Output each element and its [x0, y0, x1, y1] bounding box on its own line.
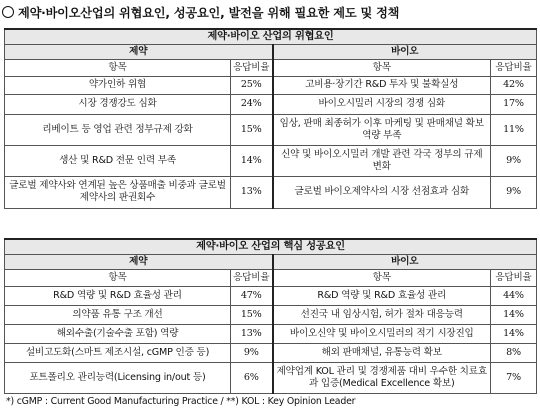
threats-col-item-left: 항목	[5, 59, 231, 76]
success-pct-bio: 14%	[491, 324, 537, 343]
threat-item-pharma: 시장 경쟁강도 심화	[5, 94, 231, 114]
threat-item-bio: 임상, 판매 최종허가 이후 마케팅 및 판매채널 확보 역량 부족	[273, 114, 491, 145]
success-item-pharma: 포트폴리오 관리능력(Licensing in/out 등)	[5, 362, 231, 393]
table-row	[5, 362, 537, 393]
table-row	[5, 305, 537, 324]
success-item-bio: 해외 판매채널, 유통능력 확보	[273, 343, 491, 362]
success-item-pharma: 해외수출(기술수출 포함) 역량	[5, 324, 231, 343]
threat-pct-bio: 9%	[491, 176, 537, 208]
success-item-bio: 선진국 내 임상시험, 허가 절차 대응능력	[273, 305, 491, 324]
threat-pct-bio: 11%	[491, 114, 537, 145]
threat-item-bio: 신약 및 바이오시밀러 개발 관련 각국 정부의 규제 변화	[273, 145, 491, 176]
table-row	[5, 114, 537, 145]
threat-pct-pharma: 25%	[231, 76, 273, 94]
success-pct-bio: 7%	[491, 362, 537, 393]
success-col-item-right: 항목	[273, 269, 491, 286]
table-row	[5, 324, 537, 343]
success-header-row	[5, 269, 537, 286]
success-item-pharma: 설비고도화(스마트 제조시설, cGMP 인증 등)	[5, 343, 231, 362]
threats-group-row	[5, 44, 537, 59]
table-row	[5, 286, 537, 305]
threat-item-bio: 바이오시밀러 시장의 경쟁 심화	[273, 94, 491, 114]
threat-pct-pharma: 13%	[231, 176, 273, 208]
success-item-pharma: R&D 역량 및 R&D 효율성 관리	[5, 286, 231, 305]
success-pct-pharma: 9%	[231, 343, 273, 362]
success-pct-bio: 44%	[491, 286, 537, 305]
table-row	[5, 176, 537, 208]
threat-item-pharma: 글로벌 제약사와 연계된 높은 상품매출 비중과 글로벌 제약사의 판권회수	[5, 176, 231, 208]
threats-col-item-right: 항목	[273, 59, 491, 76]
threats-caption-row	[5, 29, 537, 44]
table-row	[5, 94, 537, 114]
threat-pct-pharma: 15%	[231, 114, 273, 145]
success-caption: 제약·바이오 산업의 핵심 성공요인	[5, 239, 537, 254]
threats-group-bio: 바이오	[273, 44, 537, 59]
success-item-bio: 바이오신약 및 바이오시밀러의 적기 시장진입	[273, 324, 491, 343]
success-group-bio: 바이오	[273, 254, 537, 269]
success-table	[4, 238, 537, 394]
success-pct-bio: 8%	[491, 343, 537, 362]
circle-bullet-icon	[2, 6, 14, 18]
threat-pct-bio: 17%	[491, 94, 537, 114]
success-col-pct-right: 응답비율	[491, 269, 537, 286]
success-group-row	[5, 254, 537, 269]
success-col-pct-left: 응답비율	[231, 269, 273, 286]
page-title	[2, 4, 538, 22]
threats-group-pharma: 제약	[5, 44, 273, 59]
table-row	[5, 76, 537, 94]
success-pct-pharma: 47%	[231, 286, 273, 305]
success-pct-pharma: 13%	[231, 324, 273, 343]
threat-pct-bio: 42%	[491, 76, 537, 94]
success-pct-bio: 14%	[491, 305, 537, 324]
threats-caption: 제약·바이오 산업의 위협요인	[5, 29, 537, 44]
threat-item-pharma: 생산 및 R&D 전문 인력 부족	[5, 145, 231, 176]
success-caption-row	[5, 239, 537, 254]
success-item-bio: R&D 역량 및 R&D 효율성 관리	[273, 286, 491, 305]
table-row	[5, 343, 537, 362]
threat-item-bio: 고비용·장기간 R&D 투자 및 불확실성	[273, 76, 491, 94]
success-group-pharma: 제약	[5, 254, 273, 269]
threats-col-pct-left: 응답비율	[231, 59, 273, 76]
success-table-section	[4, 238, 536, 394]
threat-item-bio: 글로벌 바이오제약사의 시장 선점효과 심화	[273, 176, 491, 208]
threats-col-pct-right: 응답비율	[491, 59, 537, 76]
threats-table-section	[4, 28, 536, 209]
threat-item-pharma: 리베이트 등 영업 관련 정부규제 강화	[5, 114, 231, 145]
success-item-bio: 제약업계 KOL 관리 및 경쟁제품 대비 우수한 치료효과 입증(Medical Excellence 확보)	[273, 362, 491, 393]
success-col-item-left: 항목	[5, 269, 231, 286]
table-row	[5, 145, 537, 176]
success-pct-pharma: 15%	[231, 305, 273, 324]
success-pct-pharma: 6%	[231, 362, 273, 393]
threats-table	[4, 28, 537, 209]
threat-pct-pharma: 24%	[231, 94, 273, 114]
threat-item-pharma: 약가인하 위협	[5, 76, 231, 94]
footnote: *) cGMP : Current Good Manufacturing Practice / **) KOL : Key Opinion Leader	[6, 396, 356, 407]
success-item-pharma: 의약품 유통 구조 개선	[5, 305, 231, 324]
threat-pct-bio: 9%	[491, 145, 537, 176]
threats-header-row	[5, 59, 537, 76]
threat-pct-pharma: 14%	[231, 145, 273, 176]
page-title-text: 제약·바이오산업의 위협요인, 성공요인, 발전을 위해 필요한 제도 및 정책	[18, 6, 400, 20]
